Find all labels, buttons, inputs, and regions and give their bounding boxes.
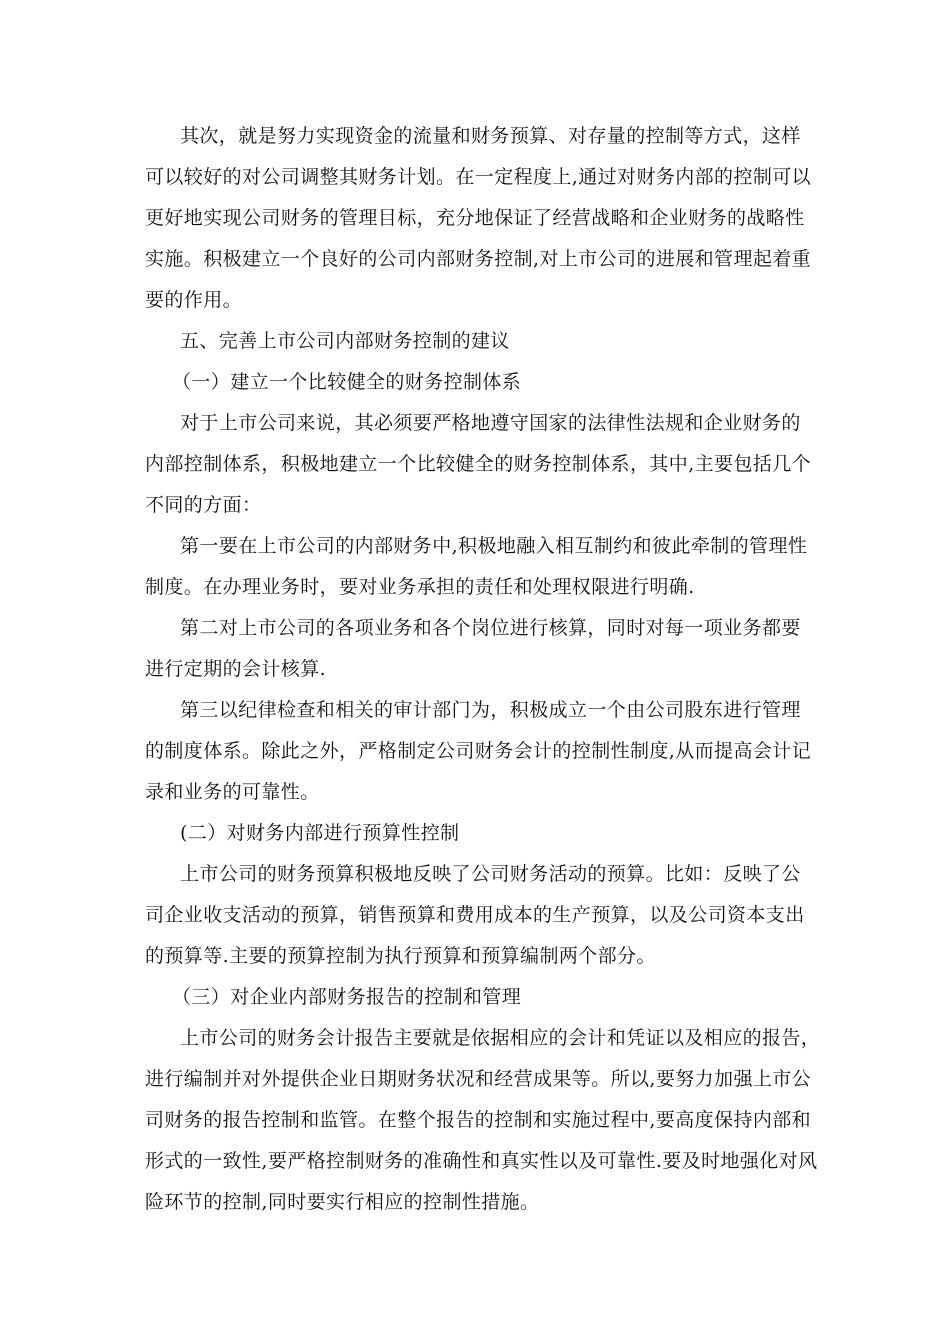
body-text-line: 更好地实现公司财务的管理目标，充分地保证了经营战略和企业财务的战略性	[145, 207, 805, 229]
body-text-line: 要的作用。	[145, 289, 243, 311]
body-text-line: 第二对上市公司的各项业务和各个岗位进行核算，同时对每一项业务都要	[180, 617, 801, 639]
body-text-line: 上市公司的财务会计报告主要就是依据相应的会计和凭证以及相应的报告，	[180, 1027, 821, 1049]
body-text-line: 对于上市公司来说，其必须要严格地遵守国家的法律性法规和企业财务的	[180, 412, 801, 434]
body-text-line: 形式的一致性,要严格控制财务的准确性和真实性以及可靠性.要及时地强化对风	[145, 1150, 818, 1172]
body-text-line: 第三以纪律检查和相关的审计部门为，积极成立一个由公司股东进行管理	[180, 699, 801, 721]
body-text-line: 第一要在上市公司的内部财务中,积极地融入相互制约和彼此牵制的管理性	[180, 535, 808, 557]
body-text-line: 司财务的报告控制和监管。在整个报告的控制和实施过程中,要高度保持内部和	[145, 1109, 812, 1131]
subsection-heading: （三）对企业内部财务报告的控制和管理	[172, 986, 522, 1008]
body-text-line: 进行编制并对外提供企业日期财务状况和经营成果等。所以,要努力加强上市公	[145, 1068, 812, 1090]
body-text-line: 内部控制体系，积极地建立一个比较健全的财务控制体系，其中,主要包括几个	[145, 453, 812, 475]
subsection-heading: （一）建立一个比较健全的财务控制体系	[172, 371, 522, 393]
section-heading: 五、完善上市公司内部财务控制的建议	[180, 330, 510, 352]
body-text-line: 其次，就是努力实现资金的流量和财务预算、对存量的控制等方式，这样	[180, 125, 801, 147]
body-text-line: 的制度体系。除此之外，严格制定公司财务会计的控制性制度,从而提高会计记	[145, 740, 812, 762]
body-text-line: 实施。积极建立一个良好的公司内部财务控制,对上市公司的进展和管理起着重	[145, 248, 812, 270]
subsection-heading: (二）对财务内部进行预算性控制	[180, 822, 460, 844]
body-text-line: 进行定期的会计核算.	[145, 658, 327, 680]
body-text-line: 不同的方面：	[145, 494, 262, 516]
body-text-line: 可以较好的对公司调整其财务计划。在一定程度上,通过对财务内部的控制可以	[145, 166, 812, 188]
body-text-line: 制度。在办理业务时，要对业务承担的责任和处理权限进行明确.	[145, 576, 695, 598]
body-text-line: 录和业务的可靠性。	[145, 781, 320, 803]
body-text-line: 上市公司的财务预算积极地反映了公司财务活动的预算。比如：反映了公	[180, 863, 801, 885]
body-text-line: 司企业收支活动的预算，销售预算和费用成本的生产预算，以及公司资本支出	[145, 904, 805, 926]
body-text-line: 的预算等.主要的预算控制为执行预算和预算编制两个部分。	[145, 945, 656, 967]
body-text-line: 险环节的控制,同时要实行相应的控制性措施。	[145, 1191, 540, 1213]
